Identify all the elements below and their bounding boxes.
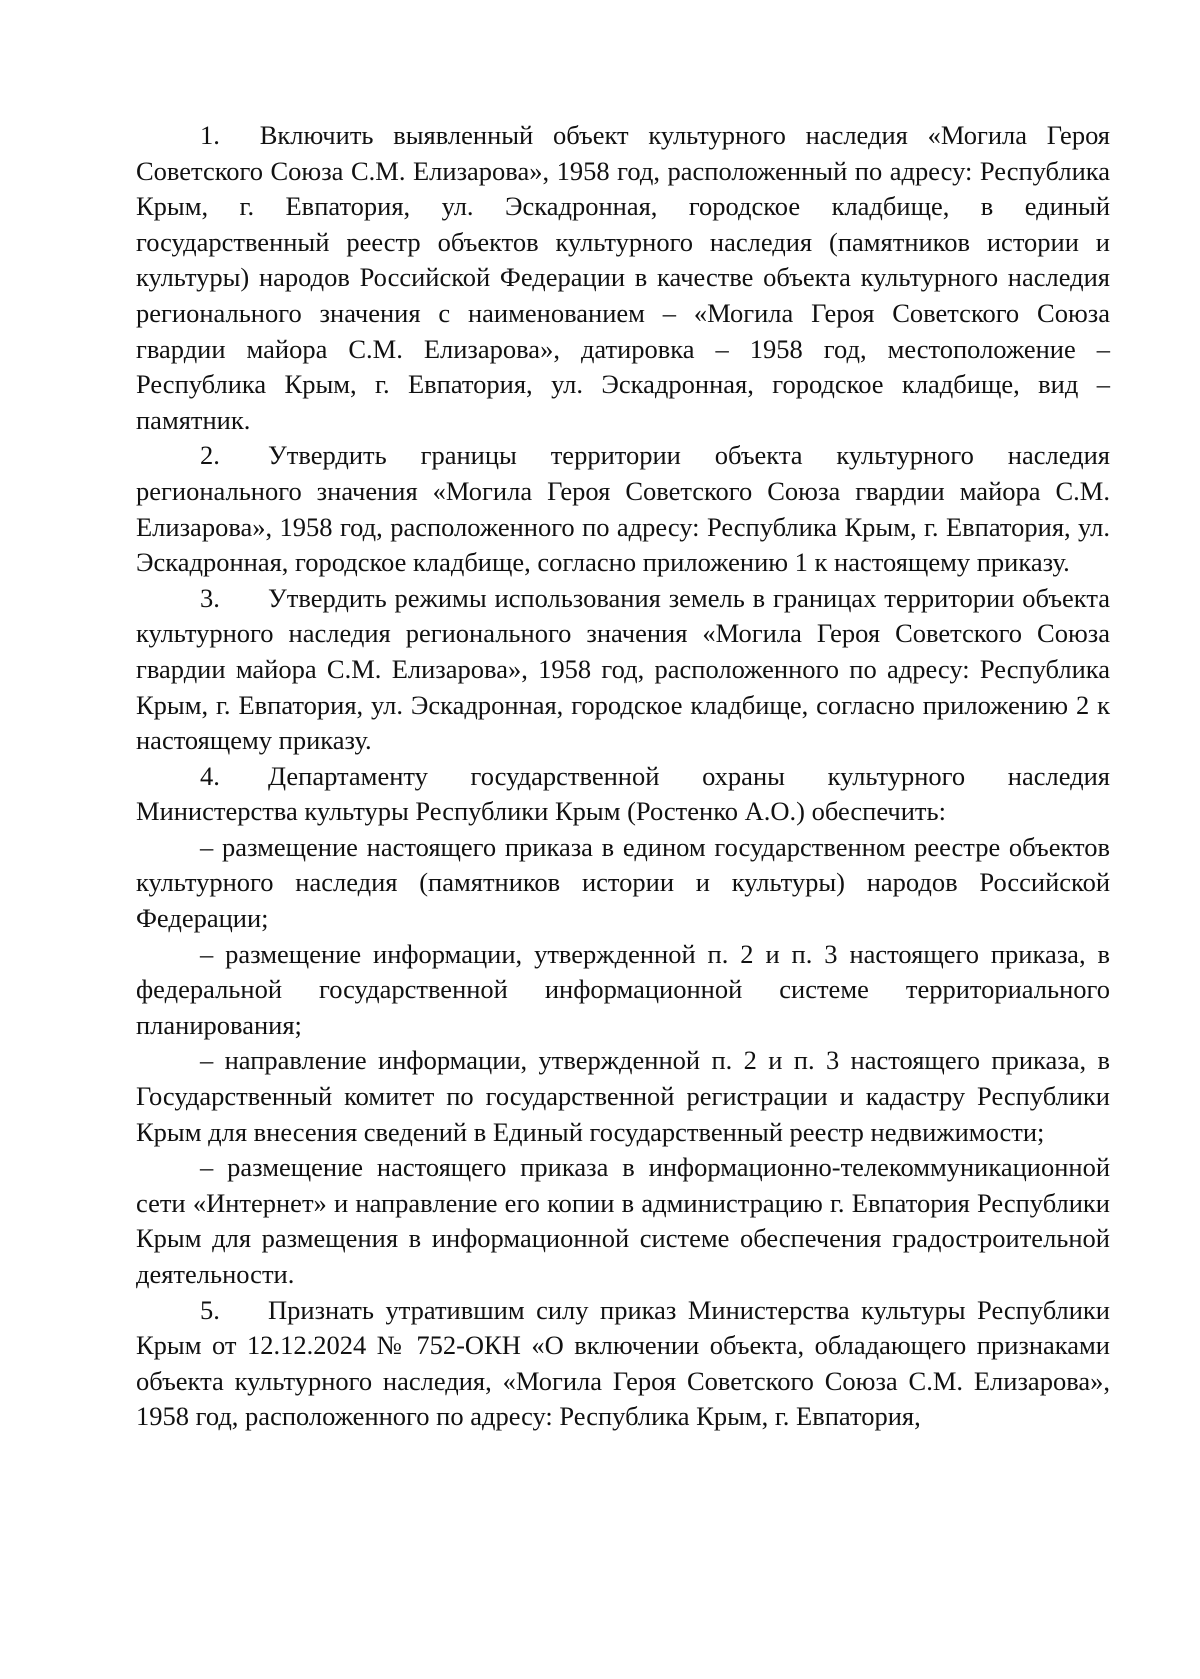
item-4-number: 4.: [200, 760, 220, 791]
subitem-1: – размещение настоящего приказа в едином государственном реестре объектов культурного наследия (памятников истории и культуры) народов Российской Федерации;: [136, 831, 1110, 934]
item-4: [136, 759, 1110, 830]
item-1-text: Включить выявленный объект культурного наследия «Могила Героя Советского Союза С.М. Елизарова», 1958 год, расположенный по адресу: Республика Крым, г. Евпатория, ул. Эскадронная, городское кладбище, в единый государственный реестр объектов культурного наследия (памятников истории и культуры) народов Российской Федерации в качестве объекта культурного наследия регионального значения с наименованием – «Могила Героя Советского Союза гвардии майора С.М. Елизарова», датировка – 1958 год, местоположение – Республика Крым, г. Евпатория, ул. Эскадронная, городское кладбище, вид – памятник.: [136, 120, 1111, 435]
item-5-text: Признать утратившим силу приказ Министерства культуры Республики Крым от 12.12.2024 № 752-ОКН «О включении объекта, обладающего признаками объекта культурного наследия, «Могила Героя Советского Союза С.М. Елизарова», 1958 год, расположенного по адресу: Республика Крым, г. Евпатория,: [136, 1294, 1110, 1432]
item-2-text: Утвердить границы территории объекта культурного наследия регионального значения «Могила Героя Советского Союза гвардии майора С.М. Елизарова», 1958 год, расположенного по адресу: Республика Крым, г. Евпатория, ул. Эскадронная, городское кладбище, согласно приложению 1 к настоящему приказу.: [136, 440, 1110, 578]
item-3-text: Утвердить режимы использования земель в границах территории объекта культурного наследия регионального значения «Могила Героя Советского Союза гвардии майора С.М. Елизарова», 1958 год, расположенного по адресу: Республика Крым, г. Евпатория, ул. Эскадронная, городское кладбище, согласно приложению 2 к настоящему приказу.: [136, 582, 1110, 756]
item-4-text: Департаменту государственной охраны культурного наследия Министерства культуры Республики Крым (Ростенко А.О.) обеспечить:: [136, 760, 1110, 827]
subitem-2: – размещение информации, утвержденной п. 2 и п. 3 настоящего приказа, в федеральной государственной информационной системе территориального планирования;: [136, 938, 1110, 1040]
item-3-number: 3.: [200, 582, 220, 613]
document-page: [136, 118, 1110, 1435]
item-2: [136, 438, 1110, 580]
item-2-number: 2.: [200, 440, 220, 471]
item-1: [136, 118, 1110, 438]
item-3: [136, 581, 1110, 759]
subitem-4: – размещение настоящего приказа в информационно-телекоммуникационной сети «Интернет» и направление его копии в администрацию г. Евпатория Республики Крым для размещения в информационной системе обеспечения градостроительной деятельности.: [136, 1152, 1110, 1289]
item-5-number: 5.: [200, 1294, 220, 1325]
item-5: [136, 1293, 1110, 1435]
item-1-number: 1.: [200, 120, 220, 150]
subitem-3: – направление информации, утвержденной п. 2 и п. 3 настоящего приказа, в Государственный комитет по государственной регистрации и кадастру Республики Крым для внесения сведений в Единый государственный реестр недвижимости;: [136, 1045, 1110, 1147]
